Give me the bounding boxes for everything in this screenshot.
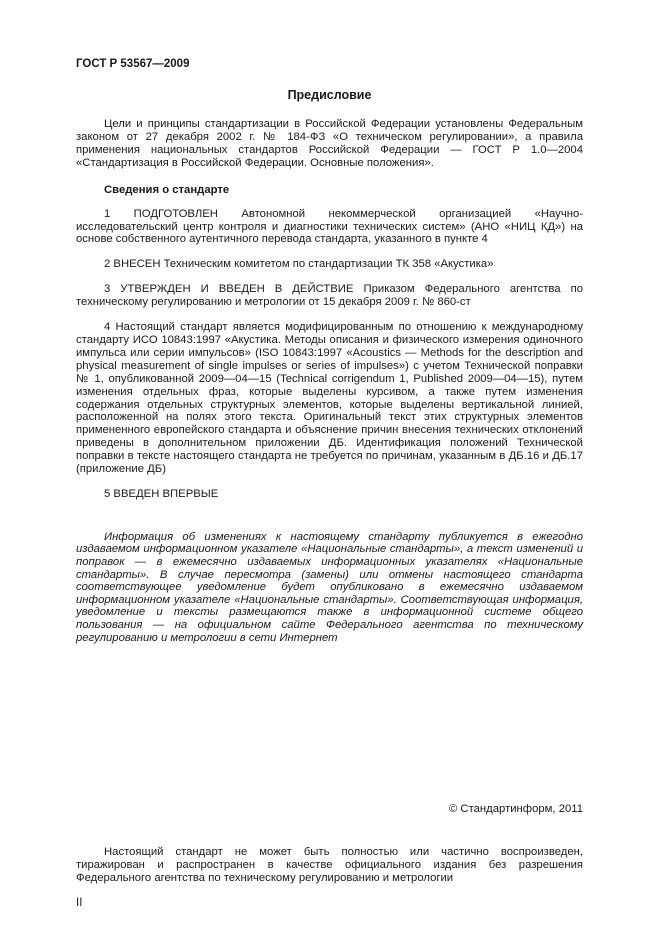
foreword-item-3: 3 УТВЕРЖДЕН И ВВЕДЕН В ДЕЙСТВИЕ Приказом Федерального агентства по техническому регулированию и метрологии от 15 декабря 2009 г. № 860-ст: [76, 283, 583, 309]
foreword-item-5: 5 ВВЕДЕН ВПЕРВЫЕ: [104, 487, 219, 500]
copyright-line: © Стандартинформ, 2011: [448, 803, 583, 815]
section-heading: Сведения о стандарте: [104, 183, 230, 196]
intro-paragraph: Цели и принципы стандартизации в Российской Федерации установлены Федеральным законом от 27 декабря 2002 г. № 184-ФЗ «О техническом регулировании», а правила применения национальных стандартов Российской Федерации — ГОСТ Р 1.0—2004 «Стандартизация в Российской Федерации. Основные положения».: [76, 118, 583, 169]
foreword-item-1: 1 ПОДГОТОВЛЕН Автономной некоммерческой организацией «Научно-исследовательский центр контроля и диагностики технических систем» (АНО «НИЦ КД») на основе собственного аутентичного перевода стандарта, указанного в пункте 4: [76, 207, 583, 246]
publication-note: Информация об изменениях к настоящему стандарту публикуется в ежегодно издаваемом информационном указателе «Национальные стандарты», а текст изменений и поправок — в ежемесячно издаваемых информационных указателях «Национальные стандарты». В случае пересмотра (замены) или отмены настоящего стандарта соответствующее уведомление будет опубликовано в ежемесячно издаваемом информационном указателе «Национальные стандарты». Соответствующая информация, уведомление и тексты размещаются также в информационной системе общего пользования — на официальном сайте Федерального агентства по техническому регулированию и метрологии в сети Интернет: [76, 530, 583, 644]
foreword-item-2: 2 ВНЕСЕН Техническим комитетом по стандартизации ТК 358 «Акустика»: [104, 258, 494, 271]
page-number: II: [76, 897, 83, 909]
doc-number: ГОСТ Р 53567—2009: [76, 58, 190, 70]
page-title: Предисловие: [287, 88, 372, 102]
foreword-item-4: 4 Настоящий стандарт является модифицированным по отношению к международному стандарту ИСО 10843:1997 «Акустика. Методы описания и физического измерения одиночного импульса или серии импульсов» (ISO 10843:1997 «Acoustics — Methods for the description and physical measurement of single impulses or series of impulses») с учетом Технической поправки № 1, опубликованной 2009—04—15 (Technical corrigendum 1, Published 2009—04—15), путем изменения отдельных фраз, которые выделены курсивом, а также путем изменения содержания отдельных структурных элементов, которые выделены вертикальной линией, расположенной на полях этого текста. Оригинальный текст этих структурных элементов примененного европейского стандарта и объяснение причин внесения технических отклонений приведены в дополнительном приложении ДБ. Идентификация положений Технической поправки в тексте настоящего стандарта не требуется по причинам, указанным в ДБ.16 и ДБ.17 (приложение ДБ): [76, 321, 583, 476]
restriction-paragraph: Настоящий стандарт не может быть полностью или частично воспроизведен, тиражирован и распространен в качестве официального издания без разрешения Федерального агентства по техническому регулированию и метрологии: [76, 846, 583, 884]
